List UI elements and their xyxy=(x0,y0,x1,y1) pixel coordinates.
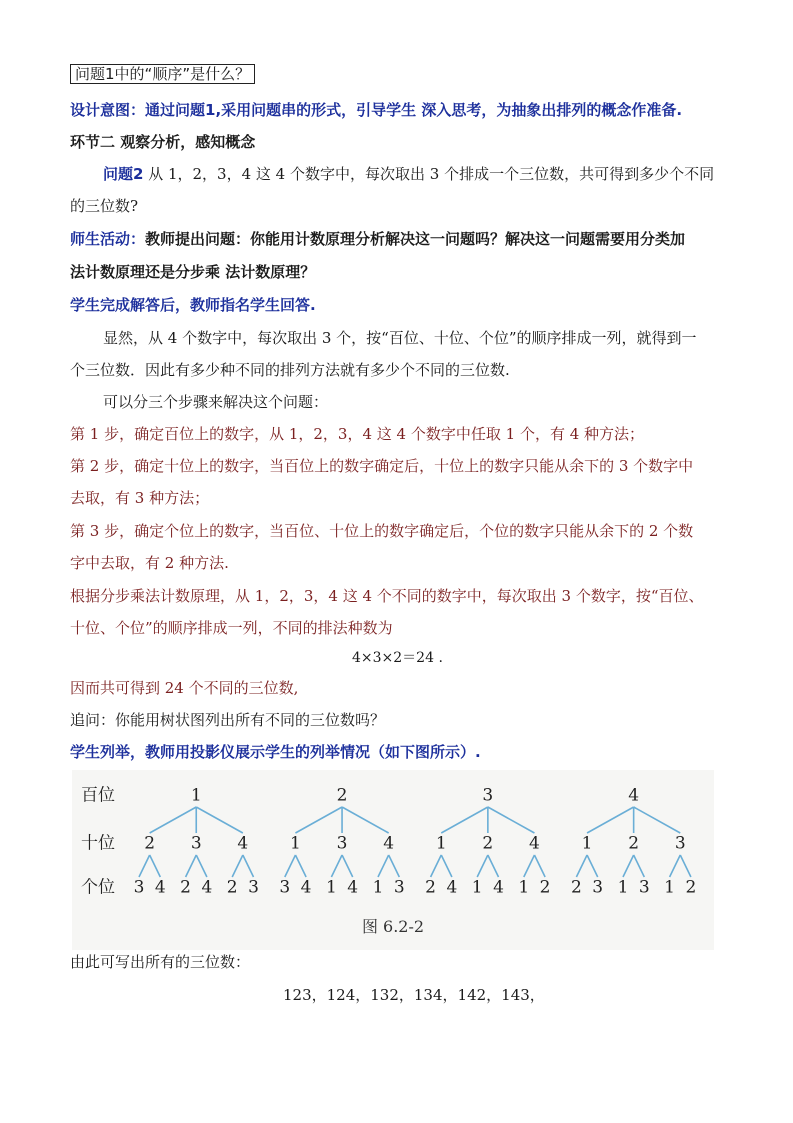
units-digit: 1 xyxy=(518,877,530,898)
step3-line1: 第 3 步，确定个位上的数字，当百位、十位上的数字确定后，个位的数字只能从余下的 2 个数 xyxy=(70,522,694,540)
tree-branch-line xyxy=(524,855,535,877)
tree-branch-line xyxy=(488,807,535,833)
follow-up-question: 追问：你能用树状图列出所有不同的三位数吗？ xyxy=(70,711,386,729)
hundreds-digit: 4 xyxy=(628,785,640,806)
tens-digit: 1 xyxy=(290,833,301,854)
principle-line2: 十位、个位”的顺序排成一列，不同的排法种数为 xyxy=(70,619,393,637)
units-digit: 1 xyxy=(471,877,483,898)
tens-digit: 2 xyxy=(482,833,494,854)
tree-branch-line xyxy=(587,855,598,877)
units-digit: 2 xyxy=(685,877,697,898)
design-intent xyxy=(70,100,682,120)
section2-title: 环节二 观察分析，感知概念 xyxy=(70,133,256,151)
units-digit: 4 xyxy=(154,877,166,898)
tree-branch-line xyxy=(534,855,545,877)
question1-box xyxy=(70,64,255,84)
activity-line2: 法计数原理还是分步乘 法计数原理？ xyxy=(70,263,316,281)
tree-branch-line xyxy=(634,855,645,877)
three-steps-intro: 可以分三个步骤来解决这个问题： xyxy=(103,393,329,411)
units-digit: 3 xyxy=(279,877,291,898)
row-label: 个位 xyxy=(81,877,115,898)
tens-digit: 3 xyxy=(190,833,202,854)
tens-digit: 1 xyxy=(581,833,593,854)
tree-branch-line xyxy=(342,855,353,877)
write-out-intro: 由此可写出所有的三位数： xyxy=(70,953,251,971)
units-digit: 2 xyxy=(425,877,437,898)
problem2-line2: 的三位数? xyxy=(70,197,139,215)
tree-branch-line xyxy=(576,855,587,877)
units-digit: 4 xyxy=(446,877,458,898)
tens-digit: 4 xyxy=(383,833,395,854)
tree-branch-line xyxy=(587,807,634,833)
hundreds-digit: 1 xyxy=(190,785,202,806)
hundreds-digit: 2 xyxy=(336,785,348,806)
tree-branch-line xyxy=(670,855,681,877)
units-digit: 4 xyxy=(300,877,312,898)
tree-branch-line xyxy=(295,855,306,877)
activity-line1 xyxy=(70,229,685,249)
step2-line2: 去取，有 3 种方法； xyxy=(70,489,210,507)
tree-branch-line xyxy=(331,855,342,877)
principle-line1: 根据分步乘法计数原理，从 1，2，3，4 这 4 个不同的数字中，每次取出 3 个数字，按“百位、 xyxy=(70,587,704,605)
tree-branch-line xyxy=(196,855,207,877)
student-answer: 学生完成解答后，教师指名学生回答. xyxy=(70,296,316,314)
units-digit: 3 xyxy=(393,877,405,898)
tree-branch-line xyxy=(150,855,161,877)
tree-branch-line xyxy=(186,855,197,877)
tree-branch-line xyxy=(431,855,442,877)
activity-label: 师生活动： xyxy=(70,230,146,248)
units-digit: 1 xyxy=(372,877,384,898)
units-digit: 2 xyxy=(539,877,551,898)
tree-branch-line xyxy=(623,855,634,877)
formula: 4×3×2＝24 . xyxy=(352,650,443,666)
units-digit: 2 xyxy=(226,877,238,898)
tree-caption: 图 6.2-2 xyxy=(361,917,425,936)
tree-branch-line xyxy=(441,855,452,877)
tree-branch-line xyxy=(139,855,150,877)
units-digit: 3 xyxy=(133,877,145,898)
tree-diagram xyxy=(72,770,714,950)
tens-digit: 2 xyxy=(144,833,156,854)
step3-line2: 字中去取，有 2 种方法. xyxy=(70,554,229,572)
student-list-note: 学生列举，教师用投影仪展示学生的列举情况（如下图所示）. xyxy=(70,743,481,761)
numbers-list: 123，124，132，134，142，143， xyxy=(283,986,545,1004)
tree-branch-line xyxy=(150,807,197,833)
obvious-line2: 个三位数．因此有多少种不同的排列方法就有多少个不同的三位数. xyxy=(70,361,510,379)
tens-digit: 1 xyxy=(435,833,447,854)
tens-digit: 3 xyxy=(336,833,348,854)
step1: 第 1 步，确定百位上的数字，从 1，2，3，4 这 4 个数字中任取 1 个，有 4 种方法； xyxy=(70,425,645,443)
row-label: 百位 xyxy=(81,785,115,806)
tree-branch-line xyxy=(295,807,342,833)
tree-branch-line xyxy=(488,855,499,877)
tree-branch-line xyxy=(477,855,488,877)
units-digit: 4 xyxy=(201,877,213,898)
tree-branch-line xyxy=(634,807,681,833)
units-digit: 2 xyxy=(180,877,192,898)
units-digit: 3 xyxy=(248,877,259,898)
result: 因而共可得到 24 个不同的三位数, xyxy=(70,679,299,697)
tree-branch-line xyxy=(680,855,691,877)
units-digit: 1 xyxy=(617,877,629,898)
units-digit: 4 xyxy=(493,877,504,898)
tree-branch-line xyxy=(285,855,296,877)
tree-branch-line xyxy=(196,807,243,833)
tens-digit: 3 xyxy=(674,833,686,854)
tree-svg xyxy=(72,770,714,910)
design-intent-text: 通过问题1,采用问题串的形式，引导学生 深入思考，为抽象出排列的概念作准备. xyxy=(145,101,683,119)
tree-branch-line xyxy=(378,855,389,877)
hundreds-digit: 3 xyxy=(482,785,494,806)
tree-branch-line xyxy=(243,855,254,877)
units-digit: 2 xyxy=(570,877,582,898)
question1-text: 问题1中的“顺序”是什么？ xyxy=(70,64,255,84)
design-intent-label: 设计意图： xyxy=(70,101,146,119)
units-digit: 3 xyxy=(638,877,650,898)
problem2-label: 问题2 xyxy=(103,165,144,183)
units-digit: 1 xyxy=(325,877,337,898)
tree-branch-line xyxy=(232,855,243,877)
obvious-line1: 显然，从 4 个数字中，每次取出 3 个，按“百位、十位、个位”的顺序排成一列，就得到一 xyxy=(103,329,697,347)
units-digit: 3 xyxy=(592,877,604,898)
problem2-line1 xyxy=(103,164,714,184)
tens-digit: 4 xyxy=(529,833,540,854)
tens-digit: 4 xyxy=(237,833,249,854)
row-label: 十位 xyxy=(81,833,115,854)
units-digit: 4 xyxy=(347,877,359,898)
tree-branch-line xyxy=(441,807,488,833)
step2-line1: 第 2 步，确定十位上的数字，当百位上的数字确定后，十位上的数字只能从余下的 3 个数字中 xyxy=(70,457,694,475)
tree-branch-line xyxy=(342,807,389,833)
activity-text: 教师提出问题：你能用计数原理分析解决这一问题吗？解决这一问题需要用分类加 xyxy=(145,230,686,248)
problem2-text: 从 1，2，3，4 这 4 个数字中，每次取出 3 个排成一个三位数，共可得到多少个不同 xyxy=(143,165,715,183)
tree-branch-line xyxy=(389,855,400,877)
tens-digit: 2 xyxy=(628,833,640,854)
units-digit: 1 xyxy=(664,877,676,898)
